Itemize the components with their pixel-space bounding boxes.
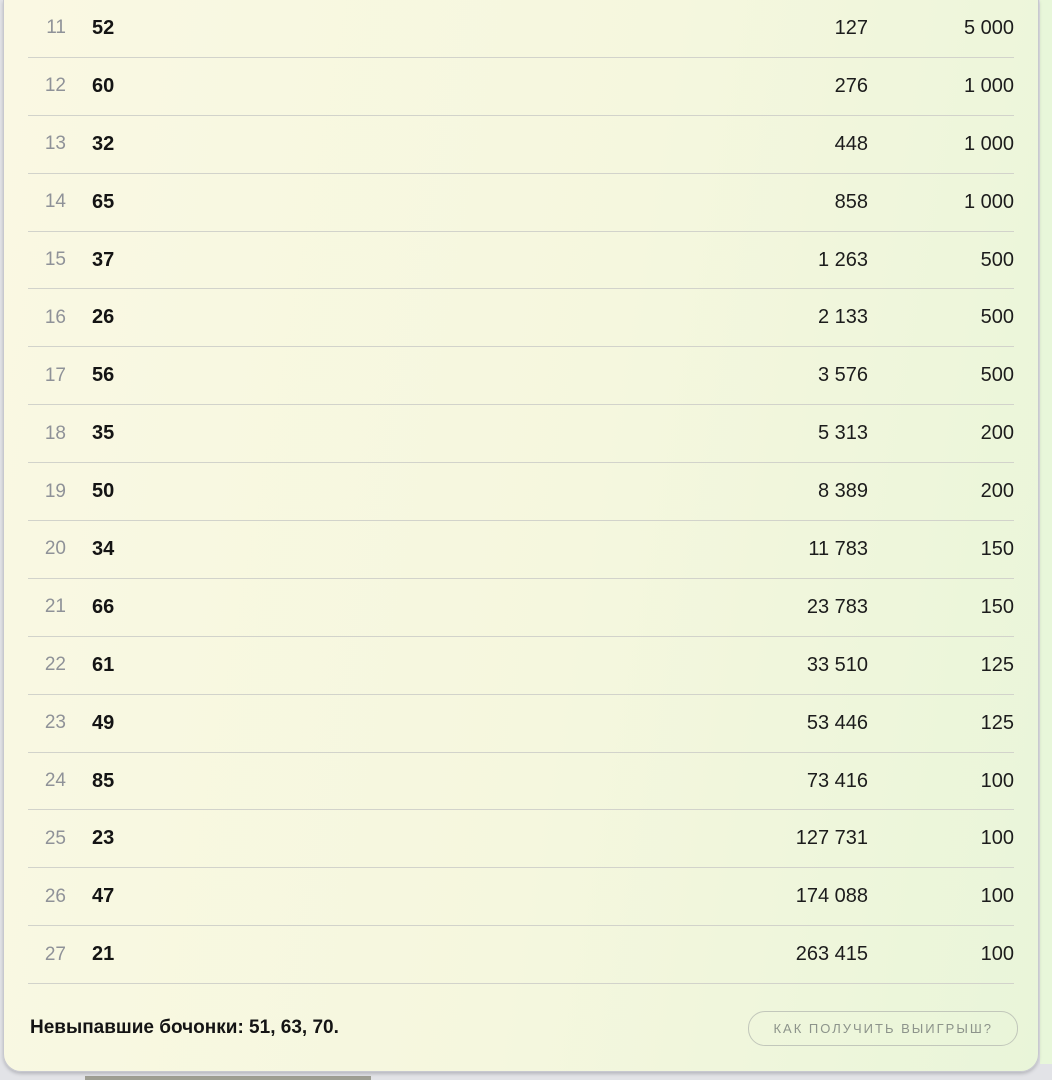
move-number: 25 [44, 827, 66, 849]
table-row [28, 232, 1014, 290]
winners-count: 8 389 [817, 480, 868, 503]
table-row [28, 695, 1014, 753]
move-number: 23 [44, 712, 66, 734]
table-row [28, 58, 1014, 116]
prize-amount: 100 [980, 943, 1014, 966]
prize-amount: 125 [980, 711, 1014, 734]
table-row [28, 174, 1014, 232]
results-table-body [4, 0, 1038, 984]
winners-count: 33 510 [806, 653, 868, 676]
prize-amount: 125 [980, 653, 1014, 676]
prize-amount: 1 000 [963, 74, 1014, 97]
move-number: 18 [44, 422, 66, 444]
move-number: 21 [44, 596, 66, 618]
winners-count: 23 783 [806, 595, 868, 618]
winners-count: 127 [834, 16, 868, 39]
winners-count: 3 576 [817, 364, 868, 387]
move-number: 16 [44, 306, 66, 328]
lottery-results-card [3, 0, 1039, 1072]
table-row [28, 868, 1014, 926]
prize-amount: 5 000 [963, 16, 1014, 39]
move-number: 14 [44, 191, 66, 213]
winners-count: 127 731 [795, 827, 868, 850]
table-row [28, 579, 1014, 637]
table-row [28, 753, 1014, 811]
table-row [28, 521, 1014, 579]
move-number: 24 [44, 770, 66, 792]
barrel-number: 56 [92, 364, 115, 387]
prize-amount: 500 [980, 364, 1014, 387]
move-number: 19 [44, 480, 66, 502]
winners-count: 53 446 [806, 711, 868, 734]
table-row [28, 0, 1014, 58]
barrel-number: 32 [92, 132, 115, 155]
move-number: 15 [44, 249, 66, 270]
table-row [28, 289, 1014, 347]
table-row [28, 405, 1014, 463]
results-card-footer [4, 984, 1038, 1072]
winners-count: 5 313 [817, 422, 868, 445]
move-number: 13 [44, 133, 66, 155]
barrel-number: 50 [92, 480, 115, 503]
barrel-number: 26 [92, 306, 115, 329]
barrel-number: 60 [92, 74, 115, 97]
how-to-get-prize-button[interactable]: КАК ПОЛУЧИТЬ ВЫИГРЫШ? [748, 1011, 1018, 1046]
table-row [28, 926, 1014, 984]
barrel-number: 21 [92, 943, 115, 966]
prize-amount: 100 [980, 769, 1014, 792]
move-number: 20 [44, 538, 66, 560]
missing-barrels-text: Невыпавшие бочонки: 51, 63, 70. [30, 1017, 339, 1039]
prize-amount: 150 [980, 537, 1014, 560]
barrel-number: 85 [92, 769, 115, 792]
winners-count: 263 415 [795, 943, 868, 966]
barrel-number: 49 [92, 711, 115, 734]
barrel-number: 66 [92, 595, 115, 618]
table-row [28, 347, 1014, 405]
move-number: 22 [44, 654, 66, 676]
page-background-right [1040, 0, 1052, 1064]
winners-count: 174 088 [795, 885, 868, 908]
prize-amount: 500 [980, 248, 1014, 271]
barrel-number: 65 [92, 190, 115, 213]
prize-amount: 500 [980, 306, 1014, 329]
table-row [28, 463, 1014, 521]
table-row [28, 116, 1014, 174]
winners-count: 276 [834, 74, 868, 97]
winners-count: 448 [834, 132, 868, 155]
winners-count: 2 133 [817, 306, 868, 329]
winners-count: 858 [834, 190, 868, 213]
move-number: 17 [44, 364, 66, 386]
move-number: 26 [44, 885, 66, 907]
move-number: 27 [44, 943, 66, 965]
prize-amount: 200 [980, 480, 1014, 503]
table-row [28, 637, 1014, 695]
prize-amount: 100 [980, 885, 1014, 908]
prize-amount: 100 [980, 827, 1014, 850]
prize-amount: 1 000 [963, 132, 1014, 155]
prize-amount: 150 [980, 595, 1014, 618]
barrel-number: 37 [92, 248, 115, 271]
barrel-number: 34 [92, 537, 115, 560]
barrel-number: 61 [92, 653, 115, 676]
prize-amount: 1 000 [963, 190, 1014, 213]
table-row [28, 810, 1014, 868]
barrel-number: 35 [92, 422, 115, 445]
winners-count: 11 783 [808, 537, 868, 560]
partially-visible-element-below [85, 1076, 371, 1080]
move-number: 11 [46, 17, 66, 39]
barrel-number: 52 [92, 16, 115, 39]
move-number: 12 [44, 75, 66, 97]
barrel-number: 23 [92, 827, 115, 850]
barrel-number: 47 [92, 885, 115, 908]
prize-amount: 200 [980, 422, 1014, 445]
winners-count: 73 416 [806, 769, 868, 792]
winners-count: 1 263 [817, 248, 868, 271]
